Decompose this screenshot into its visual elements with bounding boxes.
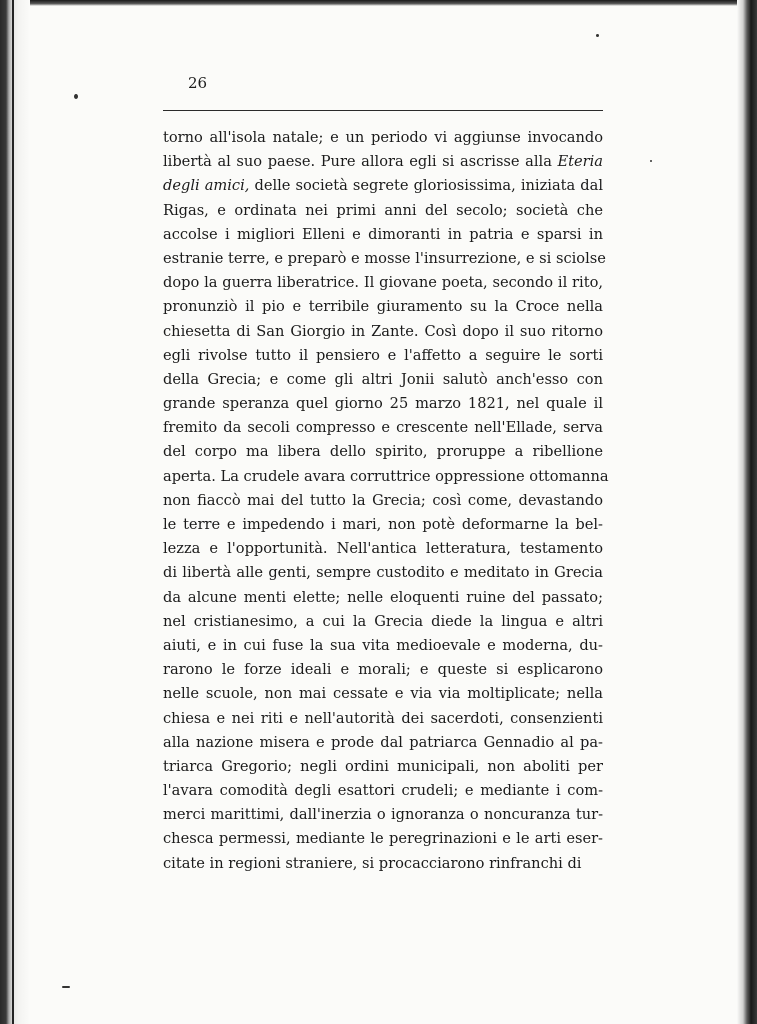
text-line <box>163 561 603 585</box>
text-line <box>163 852 603 876</box>
text-line <box>163 174 603 198</box>
text-line <box>163 658 603 682</box>
text-line <box>163 440 603 464</box>
binding-line <box>12 0 14 1024</box>
book-binding-shadow <box>0 0 30 1024</box>
text-line <box>163 126 603 150</box>
text-line <box>163 682 603 706</box>
text-line <box>163 707 603 731</box>
text-segment: delle società segrete gloriosissima, iniziata dal <box>249 177 603 195</box>
text-segment: le terre e impedendo i mari, non potè deformarne la bel- <box>163 516 603 533</box>
text-line <box>163 295 603 319</box>
text-segment: fremito da secoli compresso e crescente nell'Ellade, serva <box>163 419 603 437</box>
text-line <box>163 416 603 440</box>
text-segment: di libertà alle genti, sempre custodito e meditato in Grecia <box>163 564 603 582</box>
text-line <box>163 223 603 247</box>
text-segment: citate in regioni straniere, si procacciarono rinfranchi di <box>163 854 582 872</box>
text-segment: nelle scuole, non mai cessate e via via moltiplicate; nella <box>163 685 603 703</box>
text-line <box>163 368 603 392</box>
text-segment: merci marittimi, dall'inerzia o ignoranza o noncuranza tur- <box>163 806 603 824</box>
text-line <box>163 610 603 634</box>
text-segment: chesca permessi, mediante le peregrinazioni e le arti eser- <box>163 830 603 848</box>
text-segment: alla nazione misera e prode dal patriarca Gennadio al pa- <box>163 733 603 751</box>
page-top-edge <box>0 0 757 6</box>
text-segment: aiuti, e in cui fuse la sua vita medioevale e moderna, du- <box>163 636 603 654</box>
text-segment: pronunziò il pio e terribile giuramento su la Croce nella <box>163 298 603 316</box>
text-segment: chiesa e nei riti e nell'autorità dei sacerdoti, consenzienti <box>163 709 603 727</box>
text-line <box>163 489 603 513</box>
text-line <box>163 827 603 851</box>
scan-speck <box>74 94 78 99</box>
text-segment: l'avara comodità degli esattori crudeli; e mediante i com- <box>163 782 603 800</box>
text-segment: aperta. La crudele avara corruttrice oppressione ottomanna <box>163 467 609 485</box>
text-segment: del corpo ma libera dello spirito, proruppe a ribellione <box>163 443 603 461</box>
text-line <box>163 537 603 561</box>
text-line <box>163 344 603 368</box>
text-segment: rarono le forze ideali e morali; e queste si esplicarono <box>163 661 603 679</box>
text-line <box>163 586 603 610</box>
text-line <box>163 150 603 174</box>
text-line <box>163 465 609 489</box>
text-segment: chiesetta di San Giorgio in Zante. Così dopo il suo ritorno <box>163 322 603 340</box>
text-segment: nel cristianesimo, a cui la Grecia diede la lingua e altri <box>163 612 603 630</box>
text-segment: accolse i migliori Elleni e dimoranti in patria e sparsi in <box>163 225 603 243</box>
text-segment: da alcune menti elette; nelle eloquenti ruine del passato; <box>163 588 603 606</box>
text-line <box>163 634 603 658</box>
text-line <box>163 513 603 537</box>
text-segment: estranie terre, e preparò e mosse l'insurrezione, e si sciolse <box>163 249 606 267</box>
scan-speck <box>62 986 70 988</box>
scan-speck <box>650 160 652 162</box>
text-line <box>163 271 603 295</box>
text-segment: egli rivolse tutto il pensiero e l'affetto a seguire le sorti <box>163 346 603 364</box>
page-right-edge <box>737 0 757 1024</box>
text-segment: Eteria <box>557 153 603 171</box>
text-segment: torno all'isola natale; e un periodo vi aggiunse invocando <box>163 129 603 146</box>
header-rule <box>163 110 603 111</box>
text-segment: non fiaccò mai del tutto la Grecia; così come, devastando <box>163 491 603 509</box>
text-line <box>163 392 603 416</box>
text-segment: triarca Gregorio; negli ordini municipali, non aboliti per <box>163 757 603 775</box>
text-line <box>163 199 603 223</box>
text-segment: dopo la guerra liberatrice. Il giovane poeta, secondo il rito, <box>163 274 603 292</box>
text-line <box>163 247 606 271</box>
body-text <box>163 126 609 876</box>
text-line <box>163 779 603 803</box>
text-segment: libertà al suo paese. Pure allora egli si ascrisse alla <box>163 153 558 171</box>
text-line <box>163 803 603 827</box>
scan-speck <box>596 34 599 37</box>
page-number: 26 <box>188 74 208 92</box>
text-line <box>163 320 603 344</box>
text-line <box>163 731 603 755</box>
text-segment: della Grecia; e come gli altri Jonii salutò anch'esso con <box>163 370 603 388</box>
text-segment: lezza e l'opportunità. Nell'antica letteratura, testamento <box>163 540 603 558</box>
text-line <box>163 755 603 779</box>
text-segment: Rigas, e ordinata nei primi anni del secolo; società che <box>163 201 603 219</box>
text-segment: grande speranza quel giorno 25 marzo 1821, nel quale il <box>163 395 603 413</box>
text-segment: degli amici, <box>163 177 250 195</box>
